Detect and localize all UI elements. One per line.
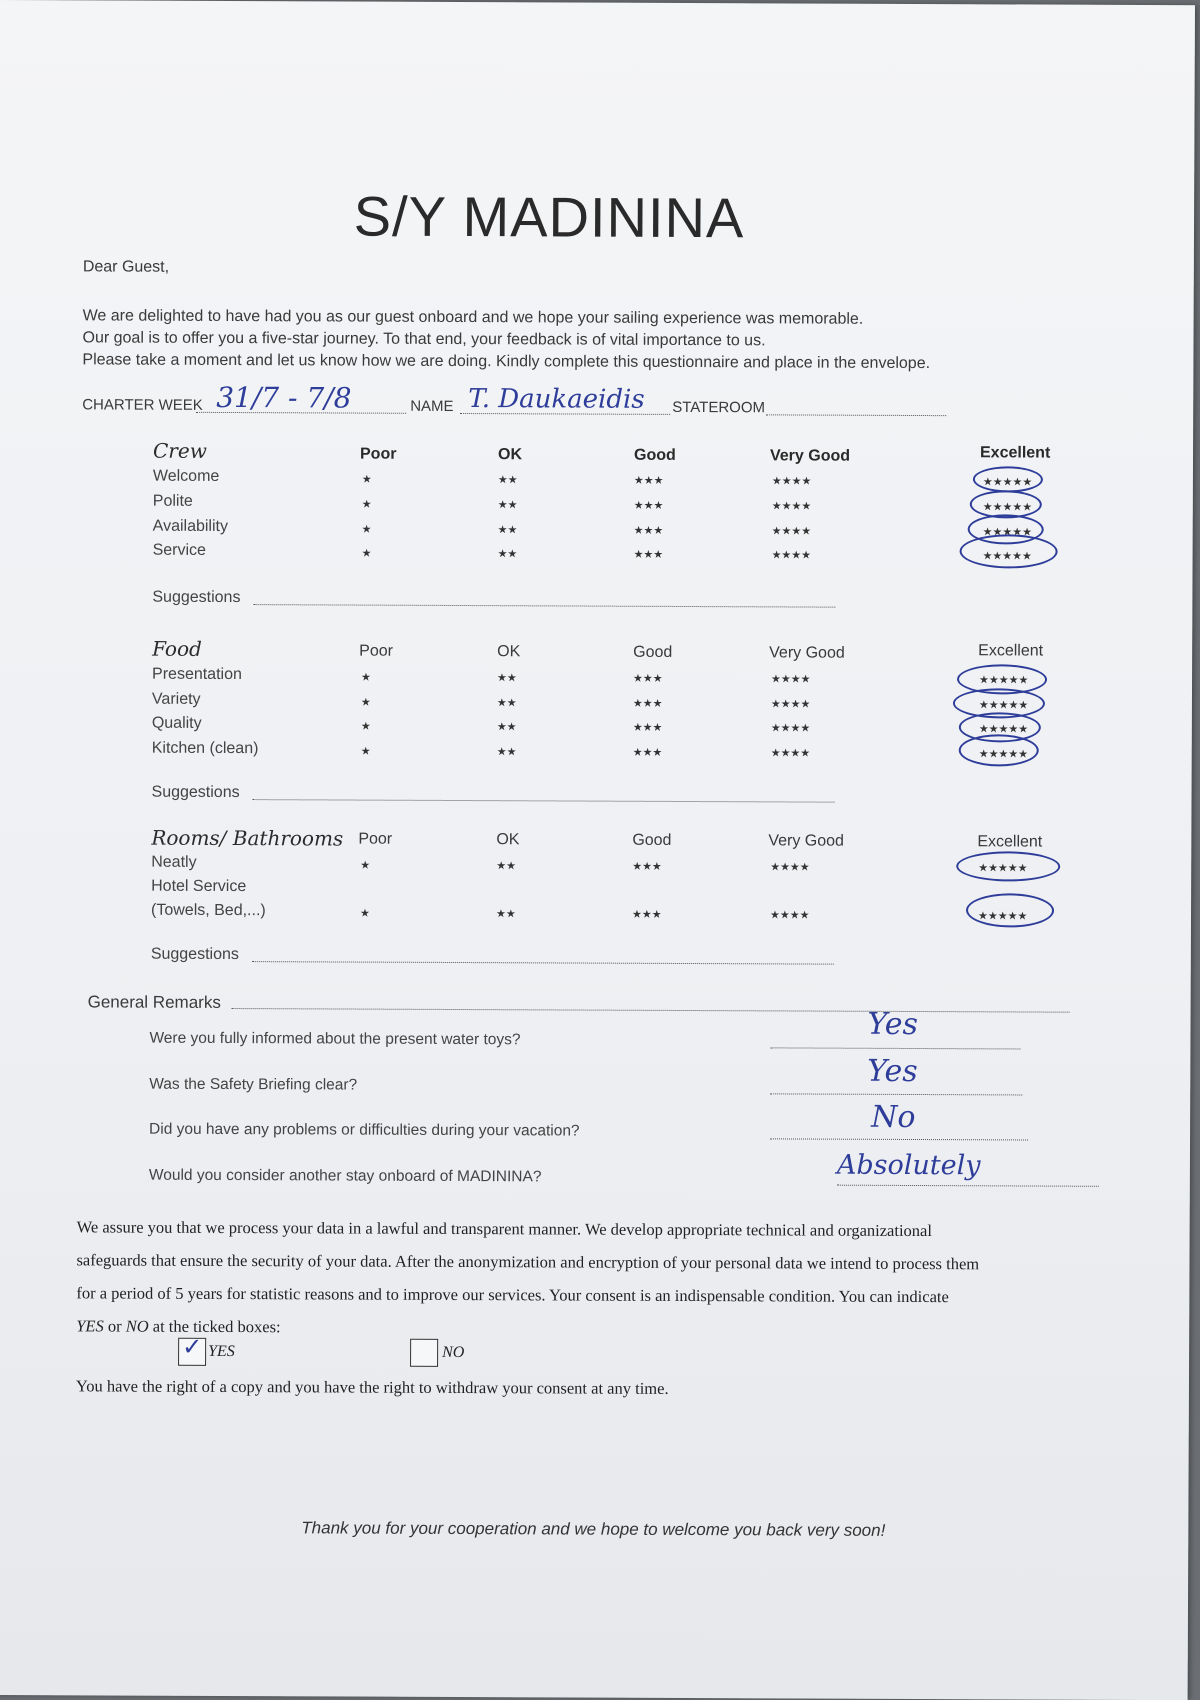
rating-option-good[interactable]: ★★★ — [632, 860, 662, 873]
rating-option-poor[interactable]: ★ — [360, 745, 371, 758]
answer-value[interactable]: Absolutely — [836, 1149, 981, 1182]
column-header-very-good: Very Good — [769, 644, 845, 662]
rating-option-ok[interactable]: ★★ — [497, 548, 518, 561]
rating-option-ok[interactable]: ★★ — [495, 908, 516, 921]
selection-circle — [973, 466, 1043, 492]
answer-line[interactable] — [770, 1047, 1020, 1049]
section-title-crew: Crew — [152, 438, 207, 463]
rating-option-very-good[interactable]: ★★★★ — [770, 722, 811, 735]
column-header-poor: Poor — [359, 642, 393, 660]
column-header-good: Good — [633, 446, 676, 464]
check-mark-icon: ✓ — [182, 1333, 203, 1361]
row-label: Kitchen (clean) — [151, 739, 259, 758]
column-header-poor: Poor — [359, 445, 397, 463]
rating-option-excellent[interactable]: ★★★★★ — [979, 674, 1029, 687]
rating-option-excellent[interactable]: ★★★★★ — [978, 723, 1029, 736]
rating-option-poor[interactable]: ★ — [361, 547, 372, 560]
rating-option-very-good[interactable]: ★★★★ — [771, 549, 812, 562]
rating-option-very-good[interactable]: ★★★★ — [771, 525, 812, 538]
column-header-excellent: Excellent — [978, 642, 1044, 660]
row-label: Quality — [151, 714, 202, 732]
name-value[interactable]: T. Daukaeidis — [468, 384, 645, 415]
selection-circle — [956, 851, 1060, 881]
column-header-very-good: Very Good — [768, 832, 844, 850]
column-header-excellent: Excellent — [977, 833, 1043, 851]
question-text: Was the Safety Briefing clear? — [149, 1075, 358, 1094]
rating-option-poor[interactable]: ★ — [361, 523, 372, 536]
answer-line[interactable] — [837, 1185, 1099, 1187]
row-label: Polite — [152, 492, 193, 510]
answer-value[interactable]: No — [871, 1099, 916, 1136]
suggestions-label: Suggestions — [150, 945, 239, 964]
selection-circle — [960, 534, 1058, 568]
or-word: or — [107, 1316, 122, 1336]
rating-option-ok[interactable]: ★★ — [497, 524, 518, 537]
consent-line: for a period of 5 years for statistic reasons and to improve our services. Your consent is an indispensable condition. You can indicate — [76, 1283, 949, 1307]
rating-option-poor[interactable]: ★ — [360, 696, 371, 709]
intro-line: Please take a moment and let us know how we are doing. Kindly complete this questionnaire and place in the envelope. — [82, 351, 931, 373]
row-label-detail: (Towels, Bed,...) — [150, 901, 266, 920]
rating-option-poor[interactable]: ★ — [360, 859, 371, 872]
intro-line: We are delighted to have had you as our guest onboard and we hope your sailing experience was memorable. — [82, 307, 864, 328]
rating-option-good[interactable]: ★★★ — [632, 721, 663, 734]
stateroom-line[interactable] — [766, 414, 946, 416]
suggestions-label: Suggestions — [151, 783, 240, 802]
rating-option-good[interactable]: ★★★ — [633, 474, 664, 487]
row-label: Welcome — [152, 467, 220, 485]
row-label: Availability — [152, 517, 229, 535]
rating-option-good[interactable]: ★★★ — [633, 499, 664, 512]
rating-option-excellent[interactable]: ★★★★★ — [978, 862, 1028, 875]
general-remarks-label: General Remarks — [87, 992, 221, 1012]
page-title: S/Y MADININA — [353, 184, 745, 250]
yes-label: YES — [208, 1342, 235, 1361]
general-remarks-line[interactable] — [232, 1008, 1070, 1013]
rating-option-ok[interactable]: ★★ — [497, 499, 518, 512]
rating-option-good[interactable]: ★★★ — [632, 697, 663, 710]
rating-option-very-good[interactable]: ★★★★ — [771, 475, 812, 488]
rating-option-ok[interactable]: ★★ — [496, 697, 517, 710]
instruction-tail: at the ticked boxes: — [152, 1316, 281, 1337]
answer-line[interactable] — [770, 1138, 1028, 1140]
answer-value[interactable]: Yes — [867, 1053, 918, 1090]
column-header-good: Good — [632, 831, 672, 849]
row-label: Variety — [151, 690, 201, 708]
rating-option-excellent[interactable]: ★★★★★ — [982, 476, 1033, 489]
rating-option-poor[interactable]: ★ — [360, 720, 371, 733]
question-text: Were you fully informed about the present water toys? — [149, 1029, 521, 1049]
consent-line: safeguards that ensure the security of your data. After the anonymization and encryption of your personal data we intend to process them — [76, 1250, 980, 1274]
suggestions-line[interactable] — [252, 961, 834, 965]
closing-message: Thank you for your cooperation and we hope to welcome you back very soon! — [301, 1518, 886, 1540]
no-word: NO — [125, 1316, 149, 1336]
section-title-rooms-bathrooms: Rooms/ Bathrooms — [151, 825, 344, 851]
rating-option-ok[interactable]: ★★ — [496, 746, 517, 759]
rating-option-very-good[interactable]: ★★★★ — [770, 698, 811, 711]
row-label: Presentation — [152, 665, 242, 684]
column-header-ok: OK — [497, 446, 523, 464]
intro-paragraph — [82, 305, 1062, 375]
rating-option-excellent[interactable]: ★★★★★ — [982, 550, 1032, 563]
rating-option-good[interactable]: ★★★ — [633, 672, 663, 685]
rating-option-excellent[interactable]: ★★★★★ — [982, 501, 1033, 514]
rating-option-good[interactable]: ★★★ — [633, 548, 664, 561]
rating-option-excellent[interactable]: ★★★★★ — [977, 910, 1028, 923]
rating-option-poor[interactable]: ★ — [361, 498, 372, 511]
column-header-very-good: Very Good — [769, 447, 851, 465]
greeting: Dear Guest, — [82, 258, 170, 276]
rating-option-very-good[interactable]: ★★★★ — [771, 673, 811, 686]
answer-value[interactable]: Yes — [867, 1006, 918, 1043]
rating-option-very-good[interactable]: ★★★★ — [771, 500, 812, 513]
rating-option-very-good[interactable]: ★★★★ — [770, 861, 810, 874]
rating-option-ok[interactable]: ★★ — [497, 672, 517, 685]
column-header-ok: OK — [496, 831, 520, 849]
rating-option-poor[interactable]: ★ — [361, 473, 372, 486]
rating-option-poor[interactable]: ★ — [361, 671, 371, 684]
rating-option-poor[interactable]: ★ — [359, 907, 370, 920]
rating-option-good[interactable]: ★★★ — [632, 746, 663, 759]
consent-line: We assure you that we process your data in a lawful and transparent manner. We develop appropriate technical and organizational — [76, 1217, 933, 1241]
column-header-excellent: Excellent — [979, 444, 1051, 462]
selection-circle — [959, 734, 1039, 766]
question-text: Would you consider another stay onboard of MADININA? — [148, 1166, 542, 1186]
selection-circle — [966, 893, 1054, 927]
rating-option-very-good[interactable]: ★★★★ — [770, 747, 811, 760]
rating-option-excellent[interactable]: ★★★★★ — [978, 748, 1029, 761]
rating-option-excellent[interactable]: ★★★★★ — [978, 699, 1029, 712]
row-label: Service — [152, 541, 206, 559]
suggestions-line[interactable] — [253, 799, 835, 803]
intro-line: Our goal is to offer you a five-star journey. To that end, your feedback is of vital importance to us. — [82, 329, 766, 350]
rating-option-very-good[interactable]: ★★★★ — [769, 909, 810, 922]
column-header-poor: Poor — [358, 830, 393, 848]
no-label: NO — [442, 1343, 465, 1362]
section-title-food: Food — [152, 636, 202, 661]
consent-paragraph — [76, 1210, 1127, 1347]
charter-week-label: CHARTER WEEK — [82, 396, 203, 414]
consent-instruction — [76, 1309, 1126, 1347]
no-checkbox[interactable] — [410, 1339, 438, 1367]
rating-option-ok[interactable]: ★★ — [496, 860, 516, 873]
yes-word: YES — [76, 1316, 104, 1336]
rating-option-ok[interactable]: ★★ — [497, 474, 518, 487]
rating-option-ok[interactable]: ★★ — [496, 721, 517, 734]
column-header-good: Good — [633, 643, 673, 661]
stateroom-label: STATEROOM — [672, 398, 766, 417]
name-label: NAME — [410, 397, 454, 415]
suggestions-line[interactable] — [253, 604, 835, 608]
rating-option-excellent[interactable]: ★★★★★ — [982, 526, 1033, 539]
row-label: Neatly — [151, 853, 197, 871]
question-text: Did you have any problems or difficulties during your vacation? — [149, 1120, 580, 1140]
rating-option-good[interactable]: ★★★ — [633, 524, 664, 537]
rights-text: You have the right of a copy and you have the right to withdraw your consent at any time. — [75, 1376, 669, 1398]
charter-week-value[interactable]: 31/7 - 7/8 — [216, 380, 352, 415]
suggestions-label: Suggestions — [152, 588, 241, 607]
row-label: Hotel Service — [151, 877, 247, 896]
rating-option-good[interactable]: ★★★ — [631, 908, 662, 921]
column-header-ok: OK — [497, 643, 521, 661]
yes-checkbox[interactable] — [178, 1333, 206, 1366]
answer-line[interactable] — [770, 1093, 1022, 1095]
